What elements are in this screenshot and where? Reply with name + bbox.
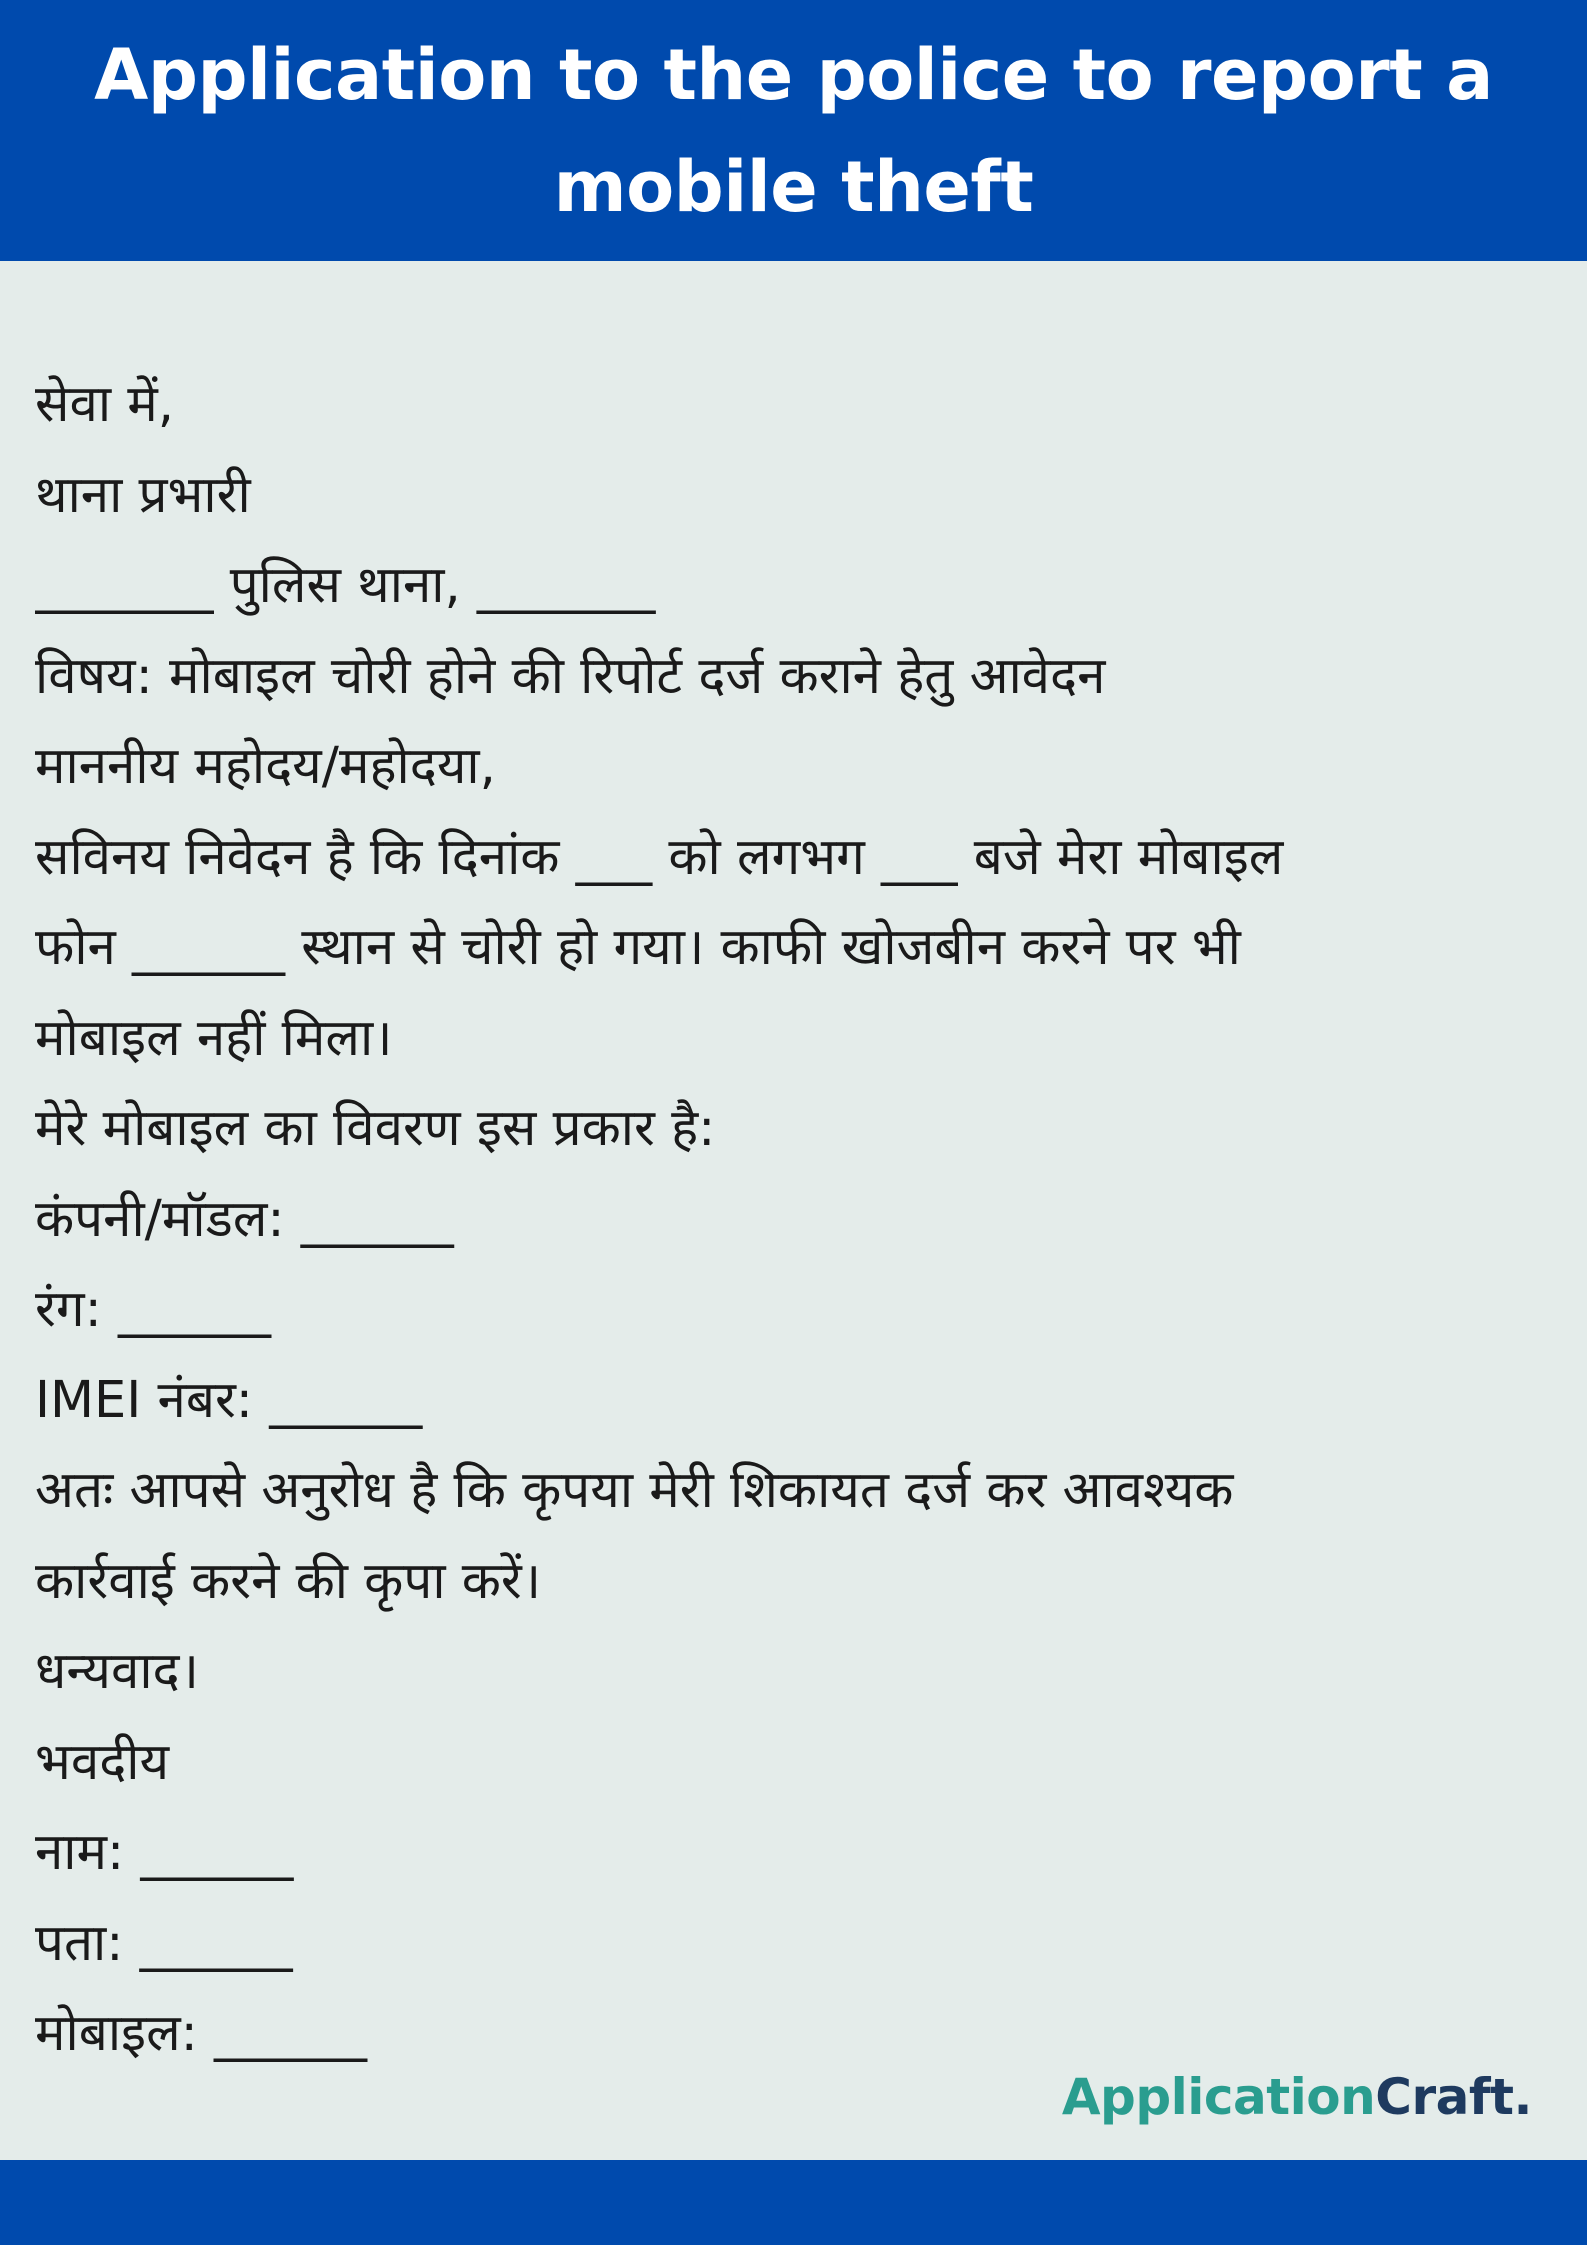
brand-logo [1062,2068,1532,2126]
letter-line-imei: IMEI नंबर: ______ [35,1370,423,1430]
letter-line-address: पता: ______ [35,1913,293,1973]
letter-line-body-3: मोबाइल नहीं मिला। [35,1008,393,1068]
footer-bar [0,2160,1587,2245]
brand-logo-part1: Application [1061,2068,1376,2126]
letter-line-salutation: सेवा में, [35,375,174,434]
letter-line-recipient: थाना प्रभारी [35,465,251,525]
letter-line-police-station: _______ पुलिस थाना, _______ [35,556,656,615]
letter-line-thanks: धन्यवाद। [35,1642,199,1701]
letter-line-body-2: फोन ______ स्थान से चोरी हो गया। काफी खोजबीन करने पर भी [35,918,1241,977]
brand-logo-part2: Craft. [1375,2068,1532,2126]
letter-line-sign-off: भवदीय [35,1732,170,1792]
page-title: Application to the police to report a mobile theft [94,33,1493,228]
letter-line-details-intro: मेरे मोबाइल का विवरण इस प्रकार है: [35,1099,716,1158]
header-banner [0,0,1587,261]
letter-body [35,360,1565,2080]
letter-line-request-1: अतः आपसे अनुरोध है कि कृपया मेरी शिकायत दर्ज कर आवश्यक [35,1461,1234,1520]
letter-line-name: नाम: ______ [35,1823,294,1882]
letter-line-subject: विषय: मोबाइल चोरी होने की रिपोर्ट दर्ज कराने हेतु आवेदन [35,646,1106,706]
letter-line-greeting: माननीय महोदय/महोदया, [35,737,496,796]
letter-line-request-2: कार्रवाई करने की कृपा करें। [35,1551,542,1611]
letter-line-mobile: मोबाइल: ______ [35,2004,368,2063]
letter-line-body-1: सविनय निवेदन है कि दिनांक ___ को लगभग ___ बजे मेरा मोबाइल [35,827,1284,887]
letter-line-color: रंग: ______ [35,1280,271,1339]
letter-line-company-model: कंपनी/मॉडल: ______ [35,1189,454,1249]
